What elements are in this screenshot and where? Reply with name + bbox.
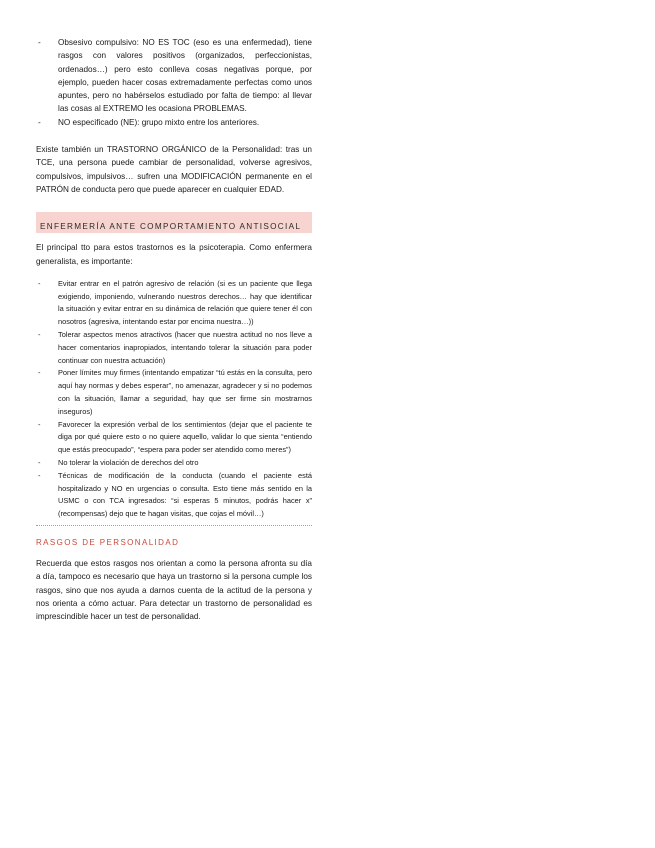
list-item-text: Obsesivo compulsivo: NO ES TOC (eso es una enfermedad), tiene rasgos con valores positivos (organizados, perfeccionistas, ordenados…) pero esto conlleva cosas negativas porque, por ejemplo, pueden hacer cosas extremadamente perfectas como unos apuntes, pero no habérselos estudiado por falta de tiempo: al llevar las cosas al EXTREMO les ocasiona PROBLEMAS. [58, 38, 312, 114]
list-item-text: Favorecer la expresión verbal de los sentimientos (dejar que el paciente te diga por qué quiere esto o no quiere aquello, validar lo que sienta “entiendo que estás preocupado”, “espera para poder ser atendido como meres”) [58, 419, 312, 455]
list-item-text: Poner límites muy firmes (intentando empatizar “tú estás en la consulta, pero aquí hay normas y debes esperar”, no amenazar, agradecer y si no podemos con la situación, llamar a seguridad, hay que ser firme sin mostrarnos inseguros) [58, 368, 312, 416]
organic-disorder-paragraph: Existe también un TRASTORNO ORGÁNICO de la Personalidad: tras un TCE, una persona puede cambiar de personalidad, volverse agresivos, compulsivos, impulsivos… sufren una MODIFICACIÓN permanente en el PATRÓN de conducta pero que puede aparecer en cualquier EDAD. [36, 145, 312, 194]
list-item: - No tolerar la violación de derechos del otro [38, 458, 199, 468]
section-title-traits: RASGOS DE PERSONALIDAD [36, 538, 180, 547]
list-item-text: Evitar entrar en el patrón agresivo de relación (si es un paciente que llega exigiendo, imponiendo, vulnerando nuestros derechos… hay que identificar la situación y evitar entrar en su dinámica de relación que quiere tener él con nosotros (agresiva, intentando estar por encima nuestra…)) [58, 278, 312, 327]
list-item: - Tolerar aspectos menos atractivos (hacer que nuestra actitud no nos lleve a hacer comentarios inapropiados, intentando tolerar la situación para poder continuar con nuestra actuación) [38, 330, 312, 365]
section-heading-rule [36, 525, 312, 550]
list-item-text: Tolerar aspectos menos atractivos (hacer que nuestra actitud no nos lleve a hacer comentarios inapropiados, intentando tolerar la situación para poder continuar con nuestra actuación) [58, 330, 312, 365]
list-item: - Obsesivo compulsivo: NO ES TOC (eso es una enfermedad), tiene rasgos con valores positivos (organizados, perfeccionistas, ordenados…) pero esto conlleva cosas negativas porque, por ejemplo, pueden hacer cosas extremadamente perfectas como unos apuntes, pero no habérselos estudiado por falta de tiempo: al llevar las cosas al EXTREMO les ocasiona PROBLEMAS. [38, 38, 312, 114]
traits-paragraph: Recuerda que estos rasgos nos orientan a como la persona afronta su día a día, tampoco es necesario que haya un trastorno si la persona cumple los rasgos, sino que nos ayuda a darnos cuenta de la actitud de la persona y nos orienta a cómo actuar. Para detectar un trastorno de personalidad es imprescindible hacer un test de personalidad. [36, 559, 312, 622]
document-page [36, 36, 312, 623]
list-item: - Técnicas de modificación de la conducta (cuando el paciente está hospitalizado y NO en urgencias o consulta. Esto tiene más sentido en la USMC o con TCA ingresados: “si esperas 5 minutos, podrás hacer x” (recompensas) dejo que te hagan visitas, que cojas el móvil…) [38, 470, 312, 519]
section-intro: El principal tto para estos trastornos es la psicoterapia. Como enfermera generalista, es importante: [36, 243, 312, 266]
list-item-text: No tolerar la violación de derechos del otro [58, 458, 199, 468]
list-item: - Poner límites muy firmes (intentando empatizar “tú estás en la consulta, pero aquí hay normas y debes esperar”, no amenazar, agradecer y si no podemos con la situación, llamar a seguridad, hay que ser firme sin mostrarnos inseguros) [38, 368, 312, 416]
list-item: - Favorecer la expresión verbal de los sentimientos (dejar que el paciente te diga por qué quiere esto o no quiere aquello, validar lo que sienta “entiendo que estás preocupado”, “espera para poder ser atendido como meres”) [38, 419, 312, 455]
nursing-actions-list [36, 278, 312, 521]
personality-type-list [36, 36, 312, 129]
section-heading-banner [36, 212, 312, 233]
list-item: - Evitar entrar en el patrón agresivo de relación (si es un paciente que llega exigiendo, imponiendo, vulnerando nuestros derechos… hay que identificar la situación y evitar entrar en su dinámica de relación que quiere tener él con nosotros (agresiva, intentando estar por encima nuestra…)) [38, 278, 312, 327]
section-title-antisocial: ENFERMERÍA ANTE COMPORTAMIENTO ANTISOCIAL [40, 222, 302, 232]
list-item-text: Técnicas de modificación de la conducta (cuando el paciente está hospitalizado y NO en urgencias o consulta. Esto tiene más sentido en la USMC o con TCA ingresados: “si esperas 5 minutos, podrás hacer x” (recompensas) dejo que te hagan visitas, que cojas el móvil…) [58, 470, 312, 519]
list-item: - NO especificado (NE): grupo mixto entre los anteriores. [38, 117, 260, 127]
list-item-text: NO especificado (NE): grupo mixto entre los anteriores. [58, 117, 260, 127]
